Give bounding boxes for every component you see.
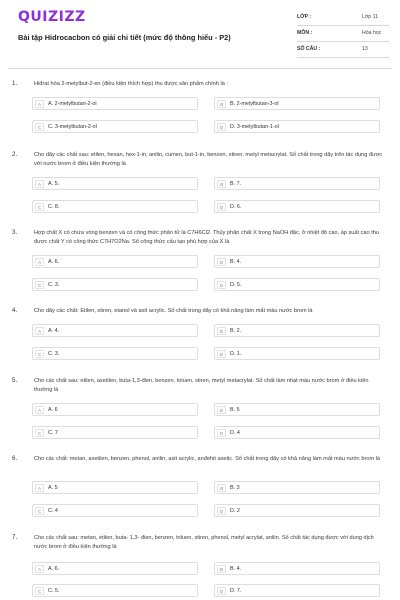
quizizz-logo: QUIZIZZ: [18, 9, 86, 25]
question-text: Cho dãy các chất: Etilen, stiren, etanol và axit acrylic. Số chất trong dãy có khả năng làm mất màu nước brom là: [34, 308, 313, 314]
option-text: D. 1.: [230, 351, 242, 357]
option-letter: B: [217, 258, 226, 266]
option-letter: B: [217, 484, 226, 492]
option-b[interactable]: [214, 255, 380, 268]
option-text: B. 4.: [230, 259, 242, 265]
option-a[interactable]: [32, 177, 198, 190]
meta-subject-label: MÔN :: [297, 30, 313, 36]
option-text: D. 3-metylbutan-1-ol: [230, 124, 279, 130]
option-d[interactable]: [214, 278, 380, 291]
option-text: D. 2: [230, 508, 240, 514]
option-text: D. 6.: [230, 204, 242, 210]
option-letter: C: [35, 123, 44, 131]
option-letter: A: [35, 327, 44, 335]
option-text: A. 5.: [48, 181, 60, 187]
option-letter: A: [35, 180, 44, 188]
option-a[interactable]: [32, 481, 198, 494]
option-letter: A: [35, 484, 44, 492]
option-b[interactable]: [214, 403, 380, 416]
meta-subject-value: Hóa học: [362, 30, 382, 36]
option-d[interactable]: [214, 120, 380, 133]
option-letter: D: [217, 429, 226, 437]
question-number: 6.: [12, 455, 18, 462]
question-number: 5.: [12, 377, 18, 384]
option-letter: D: [217, 203, 226, 211]
header-divider: [8, 68, 392, 69]
option-letter: B: [217, 180, 226, 188]
meta-count-label: SỐ CÂU :: [297, 46, 321, 52]
option-b[interactable]: [214, 324, 380, 337]
option-a[interactable]: [32, 324, 198, 337]
meta-count-value: 13: [362, 46, 368, 52]
option-letter: A: [35, 100, 44, 108]
question-number: 3.: [12, 229, 18, 236]
question-text: Hiđrat hóa 2-metylbut-2-en (điều kiện thích hợp) thu được sản phẩm chính là :: [34, 81, 228, 87]
option-text: D. 7.: [230, 588, 242, 594]
option-letter: C: [35, 507, 44, 515]
option-text: C. 4: [48, 508, 58, 514]
option-b[interactable]: [214, 481, 380, 494]
option-letter: D: [217, 587, 226, 595]
option-letter: D: [217, 281, 226, 289]
option-text: A. 6.: [48, 566, 60, 572]
option-b[interactable]: [214, 97, 380, 110]
option-text: C. 8.: [48, 204, 60, 210]
option-text: D. 5.: [230, 282, 242, 288]
meta-class-row: [297, 10, 389, 26]
option-c[interactable]: [32, 584, 198, 597]
option-text: C. 3-metylbutan-2-ol: [48, 124, 97, 130]
worksheet-title: Bài tập Hidrocacbon có giải chi tiết (mức độ thông hiểu - P2): [18, 33, 231, 42]
option-letter: A: [35, 406, 44, 414]
option-text: C. 7: [48, 430, 58, 436]
option-letter: A: [35, 258, 44, 266]
option-c[interactable]: [32, 120, 198, 133]
option-letter: C: [35, 203, 44, 211]
option-a[interactable]: [32, 562, 198, 575]
option-text: B. 7.: [230, 181, 242, 187]
option-text: A. 6: [48, 407, 58, 413]
option-b[interactable]: [214, 562, 380, 575]
option-text: C. 5.: [48, 588, 60, 594]
meta-class-label: LỚP :: [297, 14, 312, 20]
meta-count-row: [297, 42, 389, 58]
option-letter: B: [217, 327, 226, 335]
option-text: A. 2-metylbutan-2-ol: [48, 101, 97, 107]
worksheet-header: [0, 0, 400, 70]
option-c[interactable]: [32, 504, 198, 517]
option-a[interactable]: [32, 97, 198, 110]
option-c[interactable]: [32, 426, 198, 439]
option-text: C. 3.: [48, 351, 60, 357]
option-c[interactable]: [32, 200, 198, 213]
option-d[interactable]: [214, 347, 380, 360]
option-text: B. 5: [230, 407, 240, 413]
meta-class-value: Lớp 11: [362, 14, 378, 20]
option-letter: C: [35, 350, 44, 358]
option-letter: A: [35, 565, 44, 573]
option-text: A. 6.: [48, 259, 60, 265]
option-text: A. 4.: [48, 328, 60, 334]
option-c[interactable]: [32, 347, 198, 360]
option-text: B. 2.: [230, 328, 242, 334]
option-c[interactable]: [32, 278, 198, 291]
option-letter: C: [35, 587, 44, 595]
option-letter: B: [217, 100, 226, 108]
question-text: Cho các chất sau: metan, etilen, buta- 1,3- đien, benzen, toluen, stiren, phenol, metyl acrylat, anilin. Số chất tác dụng được với dung dịch nước brom ở điều kiện thường là: [34, 535, 374, 550]
question-text: Cho dãy các chất sau: etilen, hexan, hex-1-in, anilin, cumen, but-1-in, benzen, stiren, metyl metacrylat. Số chất trong dãy trên tác dụng được với nước brom ở điều kiện thường là: [34, 152, 383, 167]
option-letter: B: [217, 406, 226, 414]
option-letter: D: [217, 507, 226, 515]
option-letter: C: [35, 429, 44, 437]
option-text: C. 3.: [48, 282, 60, 288]
option-text: D. 4: [230, 430, 240, 436]
option-letter: C: [35, 281, 44, 289]
question-number: 1.: [12, 80, 18, 87]
option-a[interactable]: [32, 255, 198, 268]
option-letter: D: [217, 123, 226, 131]
question-text: Cho các chất: metan, axetilen, benzen, phenol, anilin, axit acrylic, anđehit axetic. Số chất trong dãy có khả năng làm mất màu nước brom là: [34, 456, 381, 462]
question-text: Cho các chất sau: etilen, axetilen, buta-1,3-đien, benzen, toluen, stiren, metyl metacrylat. Số chất làm nhạt màu nước brom ở điều kiện thường là: [34, 378, 369, 393]
option-text: A. 5: [48, 485, 58, 491]
option-text: B. 4.: [230, 566, 242, 572]
option-text: B. 2-metylbutan-3-ol: [230, 101, 279, 107]
option-d[interactable]: [214, 426, 380, 439]
option-text: B. 3: [230, 485, 240, 491]
question-text: Hợp chất X có chứa vòng benzen và có công thức phân tử là C7H6Cl2. Thủy phân chất X trong NaOH đặc, ở nhiệt độ cao, áp suất cao thu được chất Y có công thức C7H7O2Na. Số công thức cấu tạo phù hợp của X là: [34, 230, 379, 245]
question-number: 4.: [12, 307, 18, 314]
meta-subject-row: [297, 26, 389, 42]
option-a[interactable]: [32, 403, 198, 416]
option-d[interactable]: [214, 504, 380, 517]
option-letter: D: [217, 350, 226, 358]
option-b[interactable]: [214, 177, 380, 190]
option-letter: B: [217, 565, 226, 573]
question-number: 7.: [12, 534, 18, 541]
worksheet-meta: [297, 10, 389, 58]
option-d[interactable]: [214, 200, 380, 213]
option-d[interactable]: [214, 584, 380, 597]
question-number: 2.: [12, 151, 18, 158]
